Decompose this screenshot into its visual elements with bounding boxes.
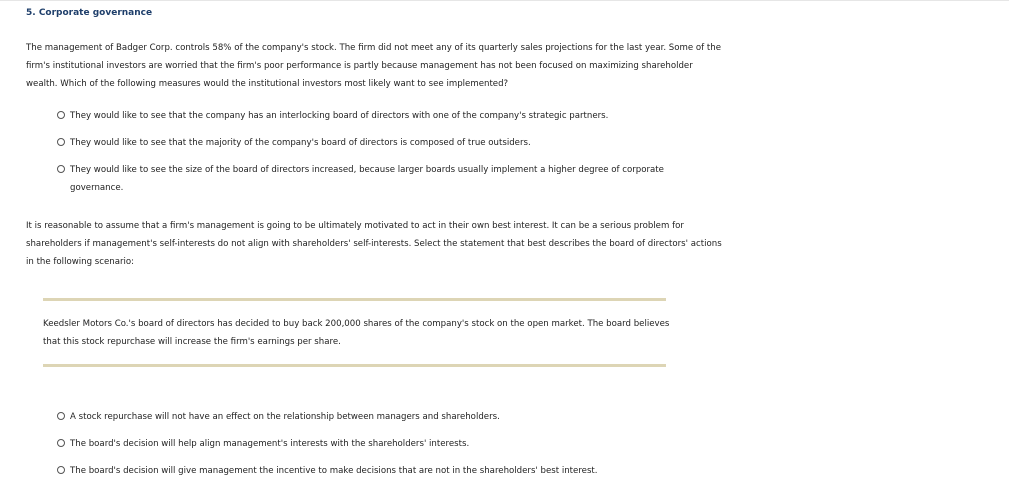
- top-divider: [0, 0, 1009, 1]
- option-label: They would like to see the size of the board of directors increased, because larger boards usually implement a higher degree of corporate governance.: [70, 165, 664, 193]
- option-label: A stock repurchase will not have an effect on the relationship between managers and shareholders.: [70, 412, 500, 422]
- question2-text: It is reasonable to assume that a firm's management is going to be ultimately motivated to act in their own best interest. It can be a serious problem for shareholders if management's self-interests do not align with shareholders' self-interests. Select the statement that best describes the board of directors' actions in the following scenario:: [26, 221, 722, 267]
- scenario-bottom-rule: [43, 364, 666, 367]
- radio-button[interactable]: [57, 466, 65, 474]
- section-title: 5. Corporate governance: [26, 8, 153, 18]
- question1-option-1[interactable]: [57, 107, 717, 125]
- radio-button[interactable]: [57, 111, 65, 119]
- question2-option-3[interactable]: [57, 462, 717, 480]
- option-label: They would like to see that the company has an interlocking board of directors with one of the company's strategic partners.: [70, 111, 609, 121]
- radio-button[interactable]: [57, 412, 65, 420]
- scenario-top-rule: [43, 298, 666, 301]
- option-label: The board's decision will give management the incentive to make decisions that are not in the shareholders' best interest.: [70, 466, 598, 476]
- scenario-text: Keedsler Motors Co.'s board of directors has decided to buy back 200,000 shares of the company's stock on the open market. The board believes that this stock repurchase will increase the firm's earnings per share.: [43, 319, 670, 347]
- question2-option-2[interactable]: [57, 435, 717, 453]
- radio-button[interactable]: [57, 138, 65, 146]
- option-label: They would like to see that the majority of the company's board of directors is composed of true outsiders.: [70, 138, 531, 148]
- question2-option-1[interactable]: [57, 408, 717, 426]
- question1-option-2[interactable]: [57, 134, 717, 152]
- question1-option-3[interactable]: [57, 161, 717, 197]
- radio-button[interactable]: [57, 439, 65, 447]
- option-label: The board's decision will help align management's interests with the shareholders' interests.: [70, 439, 470, 449]
- radio-button[interactable]: [57, 165, 65, 173]
- question1-text: The management of Badger Corp. controls 58% of the company's stock. The firm did not meet any of its quarterly sales projections for the last year. Some of the firm's institutional investors are worried that the firm's poor performance is partly because management has not been focused on maximizing shareholder wealth. Which of the following measures would the institutional investors most likely want to see implemented?: [26, 43, 722, 89]
